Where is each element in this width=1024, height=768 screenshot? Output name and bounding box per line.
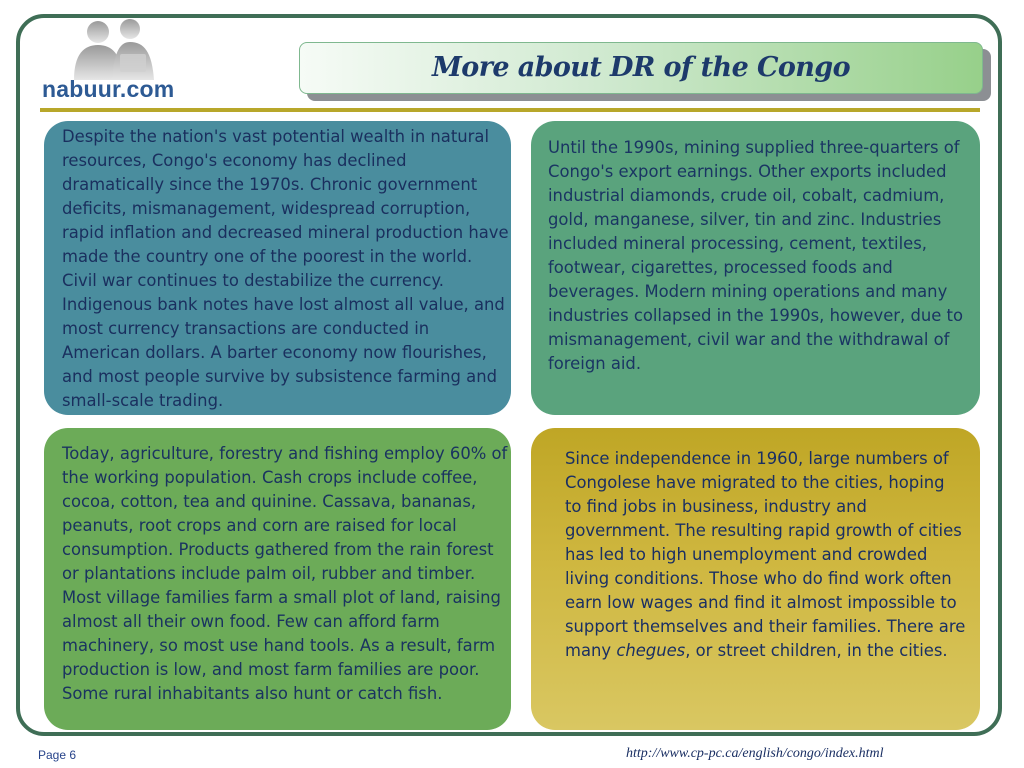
economy-card-text: Despite the nation's vast potential wealth in natural resources, Congo's economy has declined dramatically since the 1970s. Chronic government deficits, mismanagement, widespread corruption, rapid inflation and decreased mineral production have made the country one of the poorest in the world. Civil war continues to destabilize the currency. Indigenous bank notes have lost almost all value, and most currency transactions are conducted in American dollars. A barter economy now flourishes, and most people survive by subsistence farming and small-scale trading. (62, 127, 509, 410)
mining-card-text: Until the 1990s, mining supplied three-quarters of Congo's export earnings. Other exports included industrial diamonds, crude oil, cobalt, cadmium, gold, manganese, silver, tin and zinc. Industries included mineral processing, cement, textiles, footwear, cigarettes, processed foods and beverages. Modern mining operations and many industries collapsed in the 1990s, however, due to mismanagement, civil war and the withdrawal of foreign aid. (548, 138, 963, 373)
header-divider (40, 108, 980, 112)
page-number: Page 6 (38, 748, 77, 762)
people-silhouette-icon (60, 18, 170, 80)
urbanization-card (531, 428, 980, 730)
economy-card (44, 121, 511, 415)
agriculture-card (44, 428, 511, 730)
urbanization-text-before: Since independence in 1960, large numbers of Congolese have migrated to the cities, hoping to find jobs in business, industry and government. The resulting rapid growth of cities has led to high unemployment and crowded living conditions. Those who do find work often earn low wages and find it almost impossible to support themselves and their families. There are many (565, 449, 966, 660)
source-url[interactable]: http://www.cp-pc.ca/english/congo/index.html (626, 746, 884, 761)
mining-card (531, 121, 980, 415)
urbanization-text-after: , or street children, in the cities. (685, 641, 948, 660)
urbanization-card-text (565, 447, 966, 663)
logo-text: nabuur.com (42, 76, 175, 102)
agriculture-card-text: Today, agriculture, forestry and fishing employ 60% of the working population. Cash crops include coffee, cocoa, cotton, tea and quinine. Cassava, bananas, peanuts, root crops and corn are raised for local consumption. Products gathered from the rain forest or plantations include palm oil, rubber and timber. Most village families farm a small plot of land, raising almost all their own food. Few can afford farm machinery, so most use hand tools. As a result, farm production is low, and most farm families are poor. Some rural inhabitants also hunt or catch fish. (62, 444, 508, 703)
urbanization-text-italic: chegues (616, 641, 686, 660)
title-banner (299, 42, 983, 94)
page-title: More about DR of the Congo (432, 52, 850, 83)
logo (40, 18, 210, 108)
